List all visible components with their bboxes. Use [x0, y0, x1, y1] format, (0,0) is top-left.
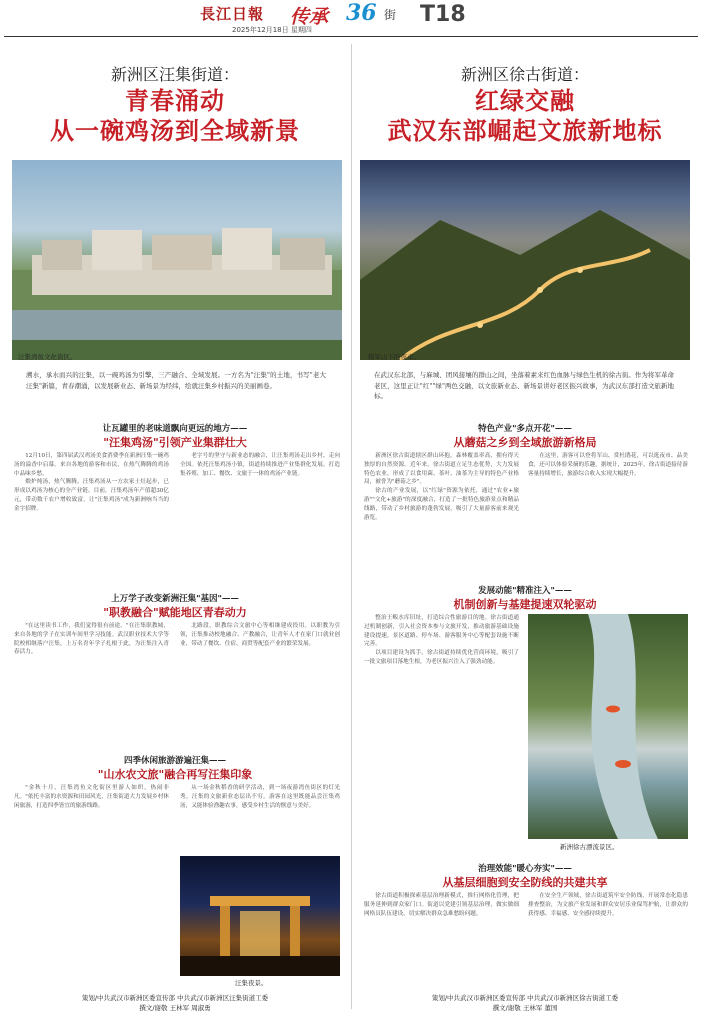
right-s1-para1: 新洲区徐古街道辖区群山环抱，森林覆盖率高，拥有得天独厚的自然资源。近年来，徐古街道立足生态优势，大力发展特色农业，形成了以食用菌、茶叶、油茶为主导的特色产业格局，被誉为"蘑菇之乡"。 [364, 453, 519, 486]
left-photo2-caption: 汪集夜景。 [235, 979, 268, 987]
mountain-night-market-illustration [360, 160, 690, 360]
right-s2-para2: 以项目建设为抓手，徐古街道持续优化营商环境，吸引了一批文旅项目落地生根，为老区振兴注入了强劲动能。 [364, 650, 519, 665]
town-aerial-illustration [12, 160, 342, 360]
left-s3-title: "山水农文旅"融合再写汪集印象 [97, 768, 253, 781]
right-s3-title: 从基层细胞到安全防线的共建共享 [442, 876, 608, 889]
right-s1-para3: 在这里，游客可以登将军山、赏杜鹃花，可以逛夜市、品美食，还可以体验采摘的乐趣。据统计，2025年，徐古街道接待游客量持续增长，旅游综合收入实现大幅提升。 [528, 453, 688, 477]
right-s1-subtitle: 特色产业"多点开花"—— [478, 424, 572, 434]
left-s1-title: "汪集鸡汤"引领产业集群壮大 [103, 436, 247, 449]
left-s2-para2: 北路段，职教综合文旅中心等相继建成投用。以职教为引领，汪集推动校地融合、产教融合，让青年人才在家门口就业创业，带动了餐饮、住宿、商贸等配套产业的繁荣发展。 [180, 623, 340, 647]
left-footer-line1: 策划/中共武汉市新洲区委宣传部 中共武汉市新洲区汪集街道工委 [81, 994, 269, 1002]
right-photo-caption: 将军山下的夜市。 [368, 353, 420, 361]
gate-night-illustration [180, 856, 340, 976]
right-lead: 在武汉东北部，与麻城、团风接壤的群山之间，坐落着素来红色血脉与绿色生机的徐古街。作为将军革命老区，这里正让"红""绿"两色交融，以文旅新业态、新场景讲好老区振兴故事，为武汉东部打造文旅新地标。 [374, 371, 674, 400]
left-photo-caption: 汪集湾鱼文化街区。 [18, 353, 77, 361]
left-headline-line1: 青春涌动 [125, 86, 225, 115]
page-number: T18 [420, 2, 466, 27]
left-s2-col2 [180, 622, 340, 752]
left-s1-col1 [14, 452, 169, 592]
right-s1-col1 [364, 452, 519, 592]
paper-name: 長江日報 [200, 5, 265, 23]
river-rafting-illustration [528, 614, 688, 839]
right-s1-col2 [528, 452, 688, 592]
column-divider [351, 44, 352, 1009]
left-lead: 溯水，承水而兴的汪集，以一碗鸡汤为引擎，三产融合、全域发展。一方名为"汪集"的土地，书写"老大汪集"新篇，青春潮涌，以发展新业态、新场景为经纬，绘就汪集乡村振兴的美丽画卷。 [26, 371, 326, 390]
left-kicker: 新洲区汪集街道： [110, 65, 239, 84]
left-s1-col2 [180, 452, 340, 592]
right-s3-para2: 在安全生产领域，徐古街道筑牢安全防线，开展常态化隐患排查整治，为文旅产业发展和群众安居乐业保驾护航，让群众的获得感、幸福感、安全感持续提升。 [528, 893, 688, 917]
right-rafting-photo [528, 614, 688, 839]
left-s2-para1: "在这里读书工作，我们觉得很有前途。"在汪集职教城，来自各地的学子在实训车间里学习技能。武汉职业技术大学等院校相继落户汪集，上万名青年学子扎根于此，为汪集注入青春活力。 [14, 623, 169, 656]
left-s2-subtitle: 上万学子改变新洲汪集"基因"—— [111, 594, 239, 604]
masthead [0, 0, 702, 38]
right-s2-title: 机制创新与基建提速双轮驱动 [453, 598, 597, 611]
masthead-rule [4, 36, 698, 37]
left-night-photo [180, 856, 340, 976]
right-main-photo [360, 160, 690, 360]
right-s1-para2: 徐古的产业发展，以"红绿"资源为依托，通过"农业+旅游""文化+旅游"的深度融合，打造了一批特色旅游景点和精品线路，带动了乡村旅游的蓬勃发展，吸引了大量游客前来观光游览。 [364, 488, 519, 521]
left-headline-line2: 从一碗鸡汤到全域新景 [50, 116, 300, 145]
right-s3-col2 [528, 892, 688, 990]
anniversary-number: 36 [346, 0, 377, 26]
right-s2-para1: 整治王畈水库旧址，打造综合性旅游目的地。徐古街道通过机制创新，引入社会资本参与文旅开发，推动旅游基础设施建设提速，景区道路、停车场、游客服务中心等配套设施不断完善。 [364, 615, 519, 648]
left-s1-para3: 老字号的坚守与新业态的融合，让汪集鸡汤走出乡村、走向全国。依托汪集鸡汤小镇，街道持续推进产业集群化发展，打造集养殖、加工、餐饮、文旅于一体的鸡汤产业链。 [180, 453, 340, 477]
right-footer-line2: 撰文/谢敬 王林军 董国 [492, 1004, 558, 1012]
left-main-photo [12, 160, 342, 360]
right-s1-title: 从蘑菇之乡到全域旅游新格局 [453, 436, 597, 449]
right-s3-subtitle: 治理效能"暖心夯实"—— [478, 864, 572, 874]
brand-suffix: 街 [384, 8, 397, 22]
left-s3-col2 [180, 784, 340, 854]
left-s3-para2: 从一场金秋稻香的研学活动，到一场夜游湾鱼街区的灯光秀，汪集的文旅新业态层出不穷，游客在这里既能品尝汪集鸡汤，又能体验渔趣农事，感受乡村生活的惬意与美好。 [180, 785, 340, 809]
left-s3-col1 [14, 784, 169, 994]
issue-date: 2025年12月18日 星期四 [232, 26, 312, 34]
right-kicker: 新洲区徐古街道： [460, 65, 589, 84]
right-s2-col1 [364, 614, 519, 804]
left-footer-line2: 撰文/谢敬 王林军 周淑勇 [139, 1004, 211, 1012]
left-s3-subtitle: 四季休闲旅游游遍汪集—— [123, 756, 226, 766]
left-s2-col1 [14, 622, 169, 752]
left-s2-title: "职教融合"赋能地区青春动力 [103, 606, 247, 619]
right-footer-line1: 策划/中共武汉市新洲区委宣传部 中共武汉市新洲区徐古街道工委 [431, 994, 619, 1002]
right-s3-para1: 徐古街道积极探索基层治理新模式，推行网格化管理，把服务延伸到群众家门口。街道以党建引领基层治理，做实做细网格员队伍建设，切实解决群众急难愁盼问题。 [364, 893, 519, 917]
right-s3-col1 [364, 892, 519, 990]
brand-logo: 传承 [290, 6, 329, 28]
left-s1-para2: 煨炉炖汤，热气腾腾。汪集鸡汤从一方农家土灶起步，已形成以鸡汤为核心的全产业链。目前，汪集鸡汤年产值超30亿元，带动数千农户增收致富，让"汪集鸡汤"成为新洲响当当的金字招牌。 [14, 479, 169, 512]
left-s1-subtitle: 让瓦罐里的老味道飘向更远的地方—— [102, 424, 248, 434]
left-s3-para1: "金秋十月，汪集湾鱼文化街区里游人如织，热闹非凡。"依托丰富的水资源和田园风光，汪集街道大力发展乡村休闲旅游，打造四季皆宜的旅游线路。 [14, 785, 169, 809]
right-headline-line2: 武汉东部崛起文旅新地标 [387, 116, 663, 145]
right-headline-line1: 红绿交融 [475, 86, 575, 115]
right-photo2-caption: 新洲徐古漂流景区。 [560, 843, 619, 851]
right-s2-subtitle: 发展动能"精准注入"—— [478, 586, 572, 596]
left-s1-para1: 12月10日，第四届武汉鸡汤美食消费季在新洲汪集一碗鸡汤的溢香中启幕。来自各地的游客和市民，在热气腾腾的鸡汤中品味乡愁。 [14, 453, 169, 477]
